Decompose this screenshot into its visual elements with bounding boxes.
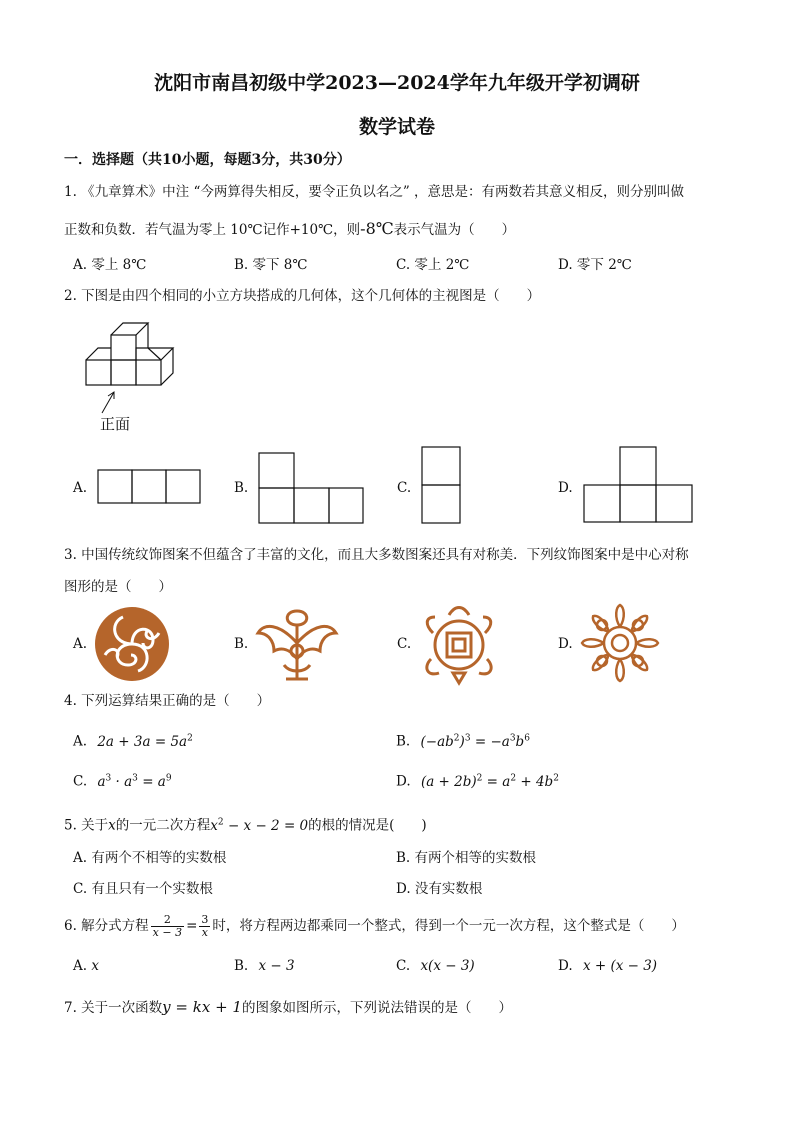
q3-pattern-c (419, 603, 499, 685)
q1-stem-part-c: 表示气温为（ ） (393, 222, 516, 238)
q6-c-label: C. (396, 958, 411, 974)
q4-c-p3: = a (137, 773, 166, 790)
q4-a-term2: 3a (133, 733, 151, 750)
exam-title: 沈阳市南昌初级中学2023—2024学年九年级开学初调研 (154, 72, 640, 94)
q4-a-plus: + (118, 733, 130, 750)
q5-equation (210, 818, 308, 834)
q4-d-p3: + 4b (516, 773, 554, 790)
q2-view-b (258, 452, 364, 524)
q5-stem-b: 的一元二次方程 (115, 817, 211, 834)
q6-option-a[interactable] (73, 956, 99, 976)
q4-c-s2: 3 (132, 773, 138, 783)
q2-cube-figure (84, 318, 194, 398)
q5-stem (64, 812, 427, 836)
q3-pattern-b (254, 603, 340, 687)
section-heading: 一．选择题（共10小题，每题3分，共30分） (64, 152, 351, 168)
q7-stem (64, 997, 512, 1018)
q4-a-label: A. (73, 733, 88, 750)
q4-b-s2: 3 (464, 733, 471, 743)
q4-a-exp: 2 (187, 733, 193, 743)
q6-fraction-right (199, 914, 210, 939)
q6-option-d[interactable] (558, 956, 657, 976)
q5-stem-c: 的根的情况是( ) (308, 817, 427, 834)
q5-option-c[interactable]: C. 有且只有一个实数根 (73, 881, 213, 897)
q2-option-b[interactable]: B. (234, 480, 249, 496)
q4-stem: 4. 下列运算结果正确的是（ ） (64, 693, 271, 709)
q6-stem-b: 时，将方程两边都乘同一个整式，得到一个一元一次方程，这个整式是（ ） (212, 918, 685, 934)
q1-option-d[interactable]: D. 零下 2℃ (558, 257, 632, 273)
q2-option-c[interactable]: C. (397, 480, 412, 496)
q6-eq: = (186, 918, 198, 934)
q6-stem-a: 6. 解分式方程 (64, 918, 149, 934)
q1-stem-line1: 1. 《九章算术》中注 “今两算得失相反，要令正负以名之” ，意思是：有两数若其意义相反，则分别叫做 (64, 184, 685, 200)
q3-pattern-a (93, 605, 171, 683)
q6-stem (64, 912, 685, 940)
q2-option-d[interactable]: D. (558, 480, 573, 496)
q4-option-b[interactable] (396, 728, 530, 752)
q6-b-label: B. (234, 958, 249, 974)
q2-view-c (421, 446, 461, 524)
q4-option-a[interactable] (73, 728, 193, 752)
q6-a-label: A. (73, 958, 88, 974)
q4-c-p1: a (97, 773, 106, 790)
q4-option-d[interactable] (396, 768, 559, 792)
q4-a-term1: 2a (97, 733, 114, 750)
q2-view-a (97, 469, 201, 505)
q7-stem-a: 7. 关于一次函数 (64, 1000, 163, 1016)
q3-option-b[interactable]: B. (234, 636, 249, 652)
q3-option-d[interactable]: D. (558, 636, 573, 652)
q4-c-s3: 9 (165, 773, 172, 783)
q3-option-c[interactable]: C. (397, 636, 412, 652)
q6-f1-den: x − 3 (152, 926, 183, 939)
q2-view-d (583, 446, 693, 523)
q4-c-s1: 3 (105, 773, 112, 783)
q3-stem-line1: 3. 中国传统纹饰图案不但蕴含了丰富的文化，而且大多数图案还具有对称美．下列纹饰图案中是中心对称 (64, 547, 689, 563)
q4-c-p2: · a (111, 773, 133, 790)
q5-stem-a: 5. 关于 (64, 817, 109, 834)
q4-b-p2: ) (459, 733, 465, 750)
exam-subtitle: 数学试卷 (358, 116, 435, 138)
q4-b-p4: b (515, 733, 525, 750)
q3-option-a[interactable]: A. (73, 636, 88, 652)
q4-b-s1: 2 (453, 733, 460, 743)
q6-d-label: D. (558, 958, 573, 974)
q4-d-p1: (a + 2b) (420, 773, 477, 790)
q7-stem-b: 的图象如图所示，下列说法错误的是（ ） (241, 1000, 512, 1016)
q4-d-s3: 2 (553, 773, 559, 783)
q6-fraction-left (151, 914, 184, 939)
q7-function: y = kx + 1 (162, 998, 242, 1016)
q4-d-s1: 2 (476, 773, 483, 783)
q4-b-s4: 6 (524, 733, 530, 743)
q1-stem-part-a: 正数和负数．若气温为零上 10℃记作+10℃，则 (64, 222, 361, 238)
q4-c-label: C. (73, 773, 88, 790)
q6-option-c[interactable] (396, 956, 475, 976)
q1-option-b[interactable]: B. 零下 8℃ (234, 257, 308, 273)
q5-var: x (108, 817, 116, 834)
q2-stem: 2. 下图是由四个相同的小立方块搭成的几何体，这个几何体的主视图是（ ） (64, 288, 541, 304)
q5-eq-exp: 2 (217, 817, 224, 827)
q6-f2-den: x (201, 926, 209, 939)
q4-d-p2: = a (482, 773, 511, 790)
q5-option-d[interactable]: D. 没有实数根 (396, 881, 483, 897)
q3-pattern-d (580, 603, 660, 683)
q4-option-c[interactable] (73, 768, 172, 792)
q1-stem-line2 (64, 219, 515, 240)
q4-b-p3: = −a (474, 733, 510, 750)
q6-c-expr: x(x − 3) (420, 958, 475, 974)
q1-option-a[interactable]: A. 零上 8℃ (73, 257, 147, 273)
q1-option-c[interactable]: C. 零上 2℃ (396, 257, 470, 273)
q6-d-expr: x + (x − 3) (582, 958, 658, 974)
q4-d-label: D. (396, 773, 411, 790)
q4-a-eq: = (154, 733, 167, 750)
q2-front-label: 正面 (100, 415, 131, 433)
q4-b-p1: (−ab (420, 733, 454, 750)
q3-stem-line2: 图形的是（ ） (64, 579, 172, 595)
q6-b-expr: x − 3 (258, 958, 295, 974)
q4-a-result: 5a (170, 733, 188, 750)
q6-option-b[interactable] (234, 956, 295, 976)
q5-option-a[interactable]: A. 有两个不相等的实数根 (73, 850, 227, 866)
q2-option-a[interactable]: A. (73, 480, 88, 496)
q6-f1-num: 2 (151, 914, 184, 927)
q5-eq-rest: − x − 2 = 0 (223, 817, 309, 834)
q6-f2-num: 3 (201, 913, 209, 926)
q4-b-s3: 3 (509, 733, 516, 743)
q4-d-s2: 2 (510, 773, 517, 783)
q6-a-expr: x (91, 958, 99, 974)
q4-b-label: B. (396, 733, 411, 750)
q1-temp-value: -8℃ (360, 219, 394, 238)
q5-eq-x: x (210, 817, 218, 834)
q5-option-b[interactable]: B. 有两个相等的实数根 (396, 850, 537, 866)
